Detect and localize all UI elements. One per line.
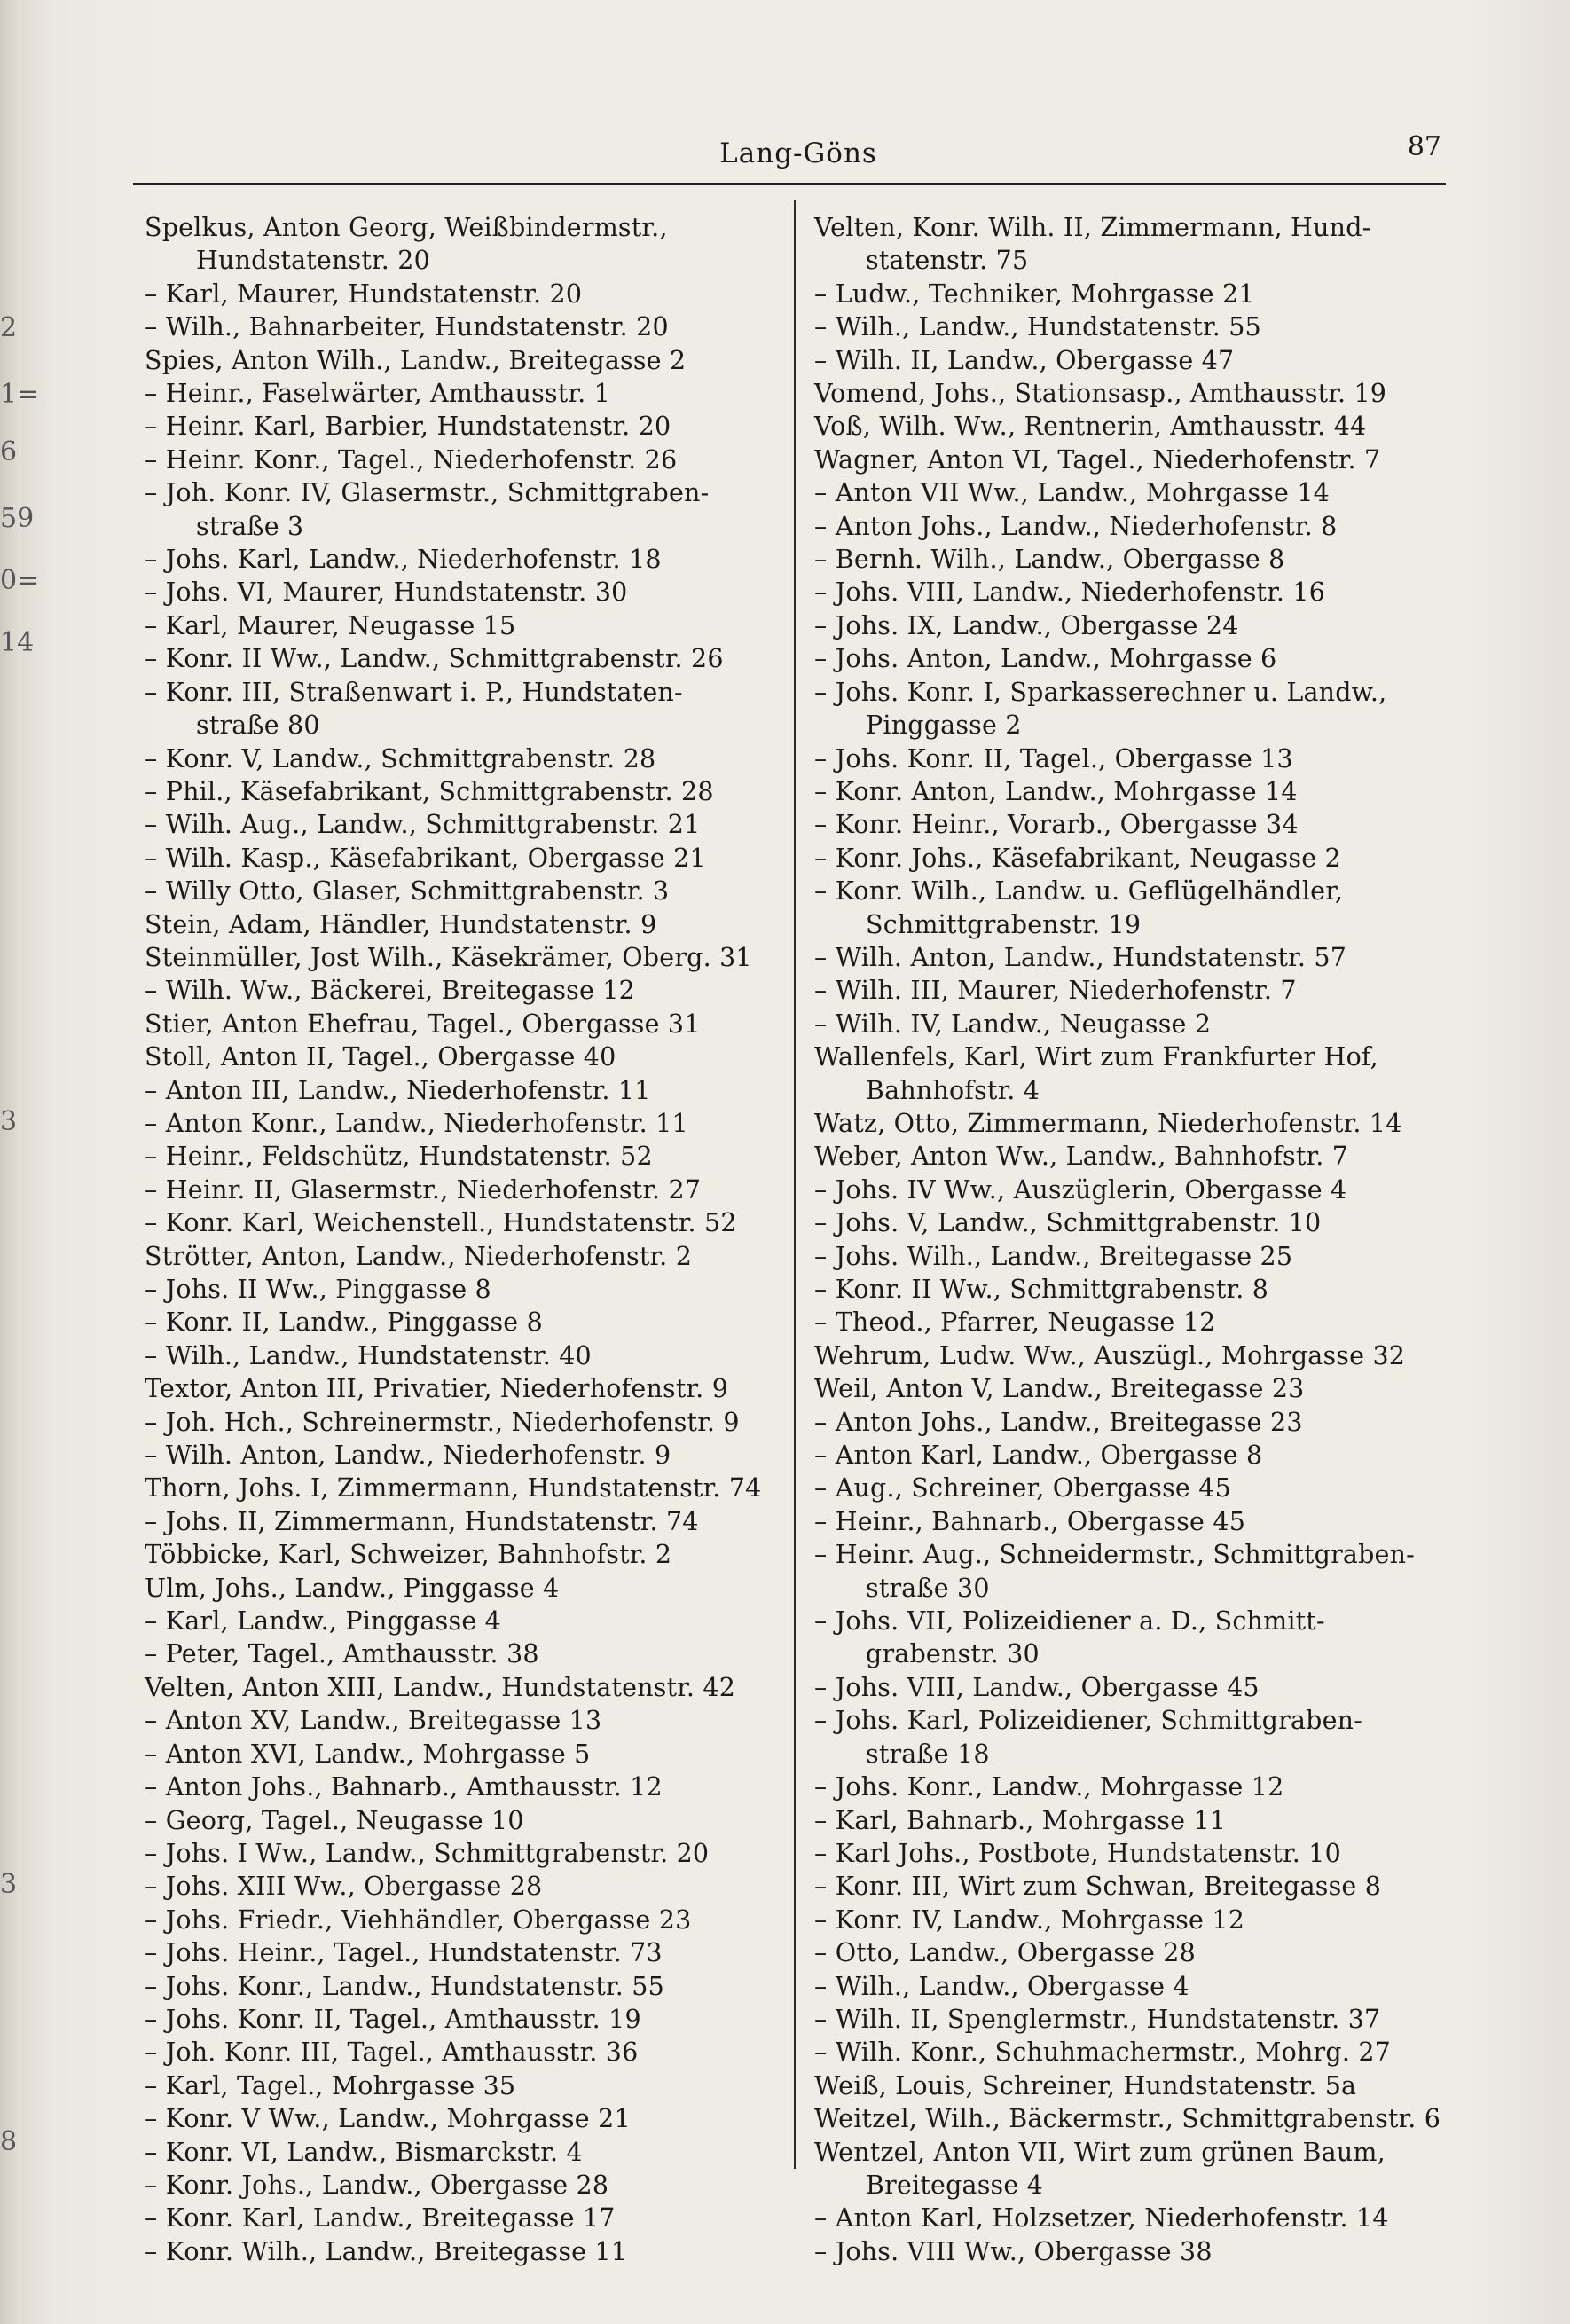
directory-entry-line: – Johs. Heinr., Tagel., Hundstatenstr. 73	[145, 1938, 663, 1968]
directory-entry-line: – Wilh., Landw., Hundstatenstr. 40	[145, 1340, 592, 1370]
page-number: 87	[1407, 131, 1441, 162]
directory-entry-line: Schmittgrabenstr. 19	[866, 909, 1142, 939]
directory-entry-line: Weber, Anton Ww., Landw., Bahnhofstr. 7	[814, 1142, 1349, 1172]
directory-entry-line: – Johs. XIII Ww., Obergasse 28	[145, 1872, 543, 1902]
directory-entry-line: – Konr. III, Straßenwart i. P., Hundstaten-	[145, 677, 683, 707]
directory-entry-line: – Karl, Tagel., Mohrgasse 35	[145, 2070, 516, 2100]
facing-page-character: 14	[0, 627, 35, 658]
directory-entry-line: Weitzel, Wilh., Bäckermstr., Schmittgrabenstr. 6	[814, 2104, 1441, 2134]
directory-entry-line: – Phil., Käsefabrikant, Schmittgrabenstr. 28	[145, 776, 714, 806]
directory-entry-line: – Wilh. IV, Landw., Neugasse 2	[814, 1009, 1212, 1039]
directory-entry-line: Wallenfels, Karl, Wirt zum Frankfurter Hof,	[814, 1042, 1378, 1072]
directory-entry-line: Steinmüller, Jost Wilh., Käsekrämer, Oberg. 31	[145, 942, 752, 972]
directory-entry-line: – Anton Karl, Landw., Obergasse 8	[814, 1441, 1263, 1471]
directory-entry-line: – Konr. IV, Landw., Mohrgasse 12	[814, 1904, 1245, 1935]
directory-entry-line: – Georg, Tagel., Neugasse 10	[145, 1805, 524, 1835]
facing-page-character: 1=	[0, 379, 40, 410]
directory-entry-line: – Willy Otto, Glaser, Schmittgrabenstr. 3	[145, 876, 670, 907]
directory-entry-line: – Konr. II Ww., Schmittgrabenstr. 8	[814, 1275, 1269, 1304]
directory-entry-line: Wehrum, Ludw. Ww., Auszügl., Mohrgasse 32	[814, 1340, 1406, 1370]
directory-entry-line: – Bernh. Wilh., Landw., Obergasse 8	[814, 545, 1285, 575]
directory-entry-line: – Wilh. II, Spenglermstr., Hundstatenstr. 37	[814, 2004, 1381, 2034]
directory-entry-line: – Heinr., Bahnarb., Obergasse 45	[814, 1506, 1246, 1536]
directory-entry-line: Stein, Adam, Händler, Hundstatenstr. 9	[145, 909, 657, 939]
directory-entry-line: Voß, Wilh. Ww., Rentnerin, Amthausstr. 44	[814, 412, 1367, 442]
facing-page-character: 8	[0, 2126, 18, 2157]
directory-entry-line: – Wilh. Ww., Bäckerei, Breitegasse 12	[145, 976, 635, 1006]
directory-entry-line: – Karl, Maurer, Hundstatenstr. 20	[145, 279, 583, 309]
directory-entry-line: straße 30	[866, 1573, 990, 1603]
directory-entry-line: – Konr. Wilh., Landw., Breitegasse 11	[145, 2236, 628, 2266]
directory-entry-line: Velten, Konr. Wilh. II, Zimmermann, Hund-	[814, 213, 1371, 242]
directory-entry-line: – Konr. V, Landw., Schmittgrabenstr. 28	[145, 743, 656, 773]
directory-entry-line: – Wilh., Bahnarbeiter, Hundstatenstr. 20	[145, 312, 669, 342]
directory-entry-line: – Konr. Karl, Landw., Breitegasse 17	[145, 2203, 616, 2234]
directory-entry-line: – Karl Johs., Postbote, Hundstatenstr. 10	[814, 1838, 1341, 1868]
right-column	[814, 211, 1446, 2268]
directory-entry-line: Ulm, Johs., Landw., Pinggasse 4	[145, 1573, 560, 1603]
directory-entry-line: – Konr. II Ww., Landw., Schmittgrabenstr. 26	[145, 644, 724, 674]
running-head: Lang-Göns	[719, 137, 877, 169]
header-rule	[133, 183, 1446, 185]
directory-entry-line: – Anton Johs., Landw., Breitegasse 23	[814, 1407, 1303, 1437]
directory-entry-line: – Konr. Wilh., Landw. u. Geflügelhändler,	[814, 876, 1344, 907]
facing-page-edge	[0, 0, 40, 2324]
directory-entry-line: – Konr. Karl, Weichenstell., Hundstatenstr. 52	[145, 1208, 737, 1238]
directory-entry-line: – Johs. Konr. I, Sparkasserechner u. Landw.,	[814, 677, 1387, 707]
directory-entry-line: grabenstr. 30	[866, 1639, 1040, 1669]
directory-entry-line: Spies, Anton Wilh., Landw., Breitegasse 2	[145, 345, 687, 375]
directory-entry-line: statenstr. 75	[866, 246, 1029, 276]
directory-entry-line: – Wilh. III, Maurer, Niederhofenstr. 7	[814, 976, 1297, 1006]
directory-entry-line: – Peter, Tagel., Amthausstr. 38	[145, 1639, 539, 1669]
directory-entry-line: straße 18	[866, 1739, 990, 1769]
directory-entry-line: – Ludw., Techniker, Mohrgasse 21	[814, 279, 1255, 309]
directory-entry-line: – Johs. I Ww., Landw., Schmittgrabenstr. 20	[145, 1838, 710, 1868]
facing-page-character: 3	[0, 1869, 18, 1900]
facing-page-character: 59	[0, 503, 35, 534]
directory-entry-line: – Heinr. Aug., Schneidermstr., Schmittgraben-	[814, 1540, 1415, 1570]
directory-entry-line: – Konr. VI, Landw., Bismarckstr. 4	[145, 2137, 583, 2167]
directory-entry-line: – Johs. Konr., Landw., Mohrgasse 12	[814, 1772, 1284, 1802]
directory-entry-line: Breitegasse 4	[866, 2170, 1044, 2200]
directory-entry-line: – Johs. II, Zimmermann, Hundstatenstr. 74	[145, 1506, 699, 1536]
directory-entry-line: – Johs. Wilh., Landw., Breitegasse 25	[814, 1241, 1293, 1271]
directory-entry-line: – Konr. V Ww., Landw., Mohrgasse 21	[145, 2104, 631, 2134]
column-divider	[794, 200, 796, 2169]
directory-entry-line: – Johs. VIII, Landw., Obergasse 45	[814, 1672, 1260, 1702]
directory-entry-line: – Johs. Konr., Landw., Hundstatenstr. 55	[145, 1971, 664, 2001]
directory-entry-line: – Johs. Karl, Landw., Niederhofenstr. 18	[145, 545, 662, 575]
directory-entry-line: – Joh. Konr. III, Tagel., Amthausstr. 36	[145, 2037, 639, 2068]
directory-entry-line: – Heinr., Feldschütz, Hundstatenstr. 52	[145, 1142, 653, 1172]
facing-page-character: 0=	[0, 565, 40, 596]
directory-entry-line: Weiß, Louis, Schreiner, Hundstatenstr. 5a	[814, 2070, 1357, 2100]
directory-entry-line: – Karl, Landw., Pinggasse 4	[145, 1606, 501, 1637]
directory-entry-line: – Wilh. Anton, Landw., Niederhofenstr. 9	[145, 1441, 671, 1471]
directory-entry-line: – Anton Konr., Landw., Niederhofenstr. 11	[145, 1108, 688, 1138]
directory-entry-line: – Johs. Konr. II, Tagel., Obergasse 13	[814, 743, 1293, 773]
directory-entry-line: – Johs. V, Landw., Schmittgrabenstr. 10	[814, 1208, 1322, 1238]
directory-entry-line: Velten, Anton XIII, Landw., Hundstatenstr. 42	[145, 1672, 736, 1702]
directory-entry-line: – Aug., Schreiner, Obergasse 45	[814, 1473, 1231, 1504]
directory-entry-line: – Johs. IX, Landw., Obergasse 24	[814, 610, 1239, 640]
directory-entry-line: – Johs. Konr. II, Tagel., Amthausstr. 19	[145, 2004, 641, 2034]
directory-entry-line: – Anton XV, Landw., Breitegasse 13	[145, 1706, 602, 1736]
directory-entry-line: – Anton Karl, Holzsetzer, Niederhofenstr. 14	[814, 2203, 1389, 2234]
directory-entry-line: – Anton VII Ww., Landw., Mohrgasse 14	[814, 478, 1331, 508]
directory-entry-line: Weil, Anton V, Landw., Breitegasse 23	[814, 1374, 1305, 1404]
directory-entry-line: – Wilh. Konr., Schuhmachermstr., Mohrg. 27	[814, 2037, 1392, 2068]
directory-entry-line: – Otto, Landw., Obergasse 28	[814, 1938, 1196, 1968]
directory-entry-line: – Anton Johs., Bahnarb., Amthausstr. 12	[145, 1772, 663, 1802]
facing-page-character: 6	[0, 436, 18, 467]
directory-entry-line: Wagner, Anton VI, Tagel., Niederhofenstr. 7	[814, 444, 1381, 475]
directory-entry-line: – Heinr. II, Glasermstr., Niederhofenstr. 27	[145, 1174, 702, 1205]
directory-entry-line: Pinggasse 2	[866, 711, 1022, 741]
directory-entry-line: – Wilh. II, Landw., Obergasse 47	[814, 345, 1235, 375]
directory-entry-line: Hundstatenstr. 20	[196, 246, 430, 276]
directory-entry-line: – Konr. II, Landw., Pinggasse 8	[145, 1307, 543, 1338]
directory-entry-line: Strötter, Anton, Landw., Niederhofenstr. 2	[145, 1241, 693, 1271]
directory-entry-line: Textor, Anton III, Privatier, Niederhofenstr. 9	[145, 1374, 729, 1404]
directory-entry-line: – Wilh., Landw., Hundstatenstr. 55	[814, 312, 1261, 342]
directory-entry-line: – Konr. Johs., Landw., Obergasse 28	[145, 2170, 609, 2200]
directory-entry-line: Stoll, Anton II, Tagel., Obergasse 40	[145, 1042, 616, 1072]
directory-entry-line: – Wilh., Landw., Obergasse 4	[814, 1971, 1189, 2001]
directory-entry-line: – Konr. III, Wirt zum Schwan, Breitegasse 8	[814, 1872, 1382, 1902]
directory-entry-line: Bahnhofstr. 4	[866, 1075, 1040, 1105]
directory-entry-line: – Theod., Pfarrer, Neugasse 12	[814, 1307, 1216, 1338]
directory-entry-line: Watz, Otto, Zimmermann, Niederhofenstr. 14	[814, 1108, 1402, 1138]
directory-entry-line: – Johs. VI, Maurer, Hundstatenstr. 30	[145, 577, 628, 608]
directory-entry-line: – Johs. VIII Ww., Obergasse 38	[814, 2236, 1213, 2266]
facing-page-character: 2	[0, 312, 18, 343]
directory-entry-line: – Karl, Maurer, Neugasse 15	[145, 610, 516, 640]
directory-entry-line: Többicke, Karl, Schweizer, Bahnhofstr. 2	[145, 1540, 672, 1570]
directory-entry-line: straße 3	[196, 511, 304, 541]
directory-entry-line: – Anton XVI, Landw., Mohrgasse 5	[145, 1739, 591, 1769]
directory-entry-line: – Wilh. Anton, Landw., Hundstatenstr. 57	[814, 942, 1347, 972]
left-column	[145, 211, 783, 2268]
directory-entry-line: – Konr. Anton, Landw., Mohrgasse 14	[814, 776, 1298, 806]
directory-entry-line: straße 80	[196, 711, 320, 741]
directory-entry-line: – Heinr., Faselwärter, Amthausstr. 1	[145, 379, 610, 409]
directory-entry-line: – Wilh. Kasp., Käsefabrikant, Obergasse 21	[145, 843, 706, 873]
directory-entry-line: – Karl, Bahnarb., Mohrgasse 11	[814, 1805, 1227, 1835]
directory-entry-line: Stier, Anton Ehefrau, Tagel., Obergasse 31	[145, 1009, 701, 1039]
directory-entry-line: – Johs. Anton, Landw., Mohrgasse 6	[814, 644, 1277, 674]
directory-entry-line: Spelkus, Anton Georg, Weißbindermstr.,	[145, 213, 668, 242]
directory-entry-line: Vomend, Johs., Stationsasp., Amthausstr. 19	[814, 379, 1387, 409]
directory-entry-line: – Anton III, Landw., Niederhofenstr. 11	[145, 1075, 651, 1105]
directory-entry-line: – Heinr. Karl, Barbier, Hundstatenstr. 20	[145, 412, 671, 442]
directory-entry-line: – Wilh. Aug., Landw., Schmittgrabenstr. 21	[145, 810, 701, 840]
directory-entry-line: – Joh. Hch., Schreinermstr., Niederhofenstr. 9	[145, 1407, 740, 1437]
directory-entry-line: – Anton Johs., Landw., Niederhofenstr. 8	[814, 511, 1338, 541]
facing-page-character: 3	[0, 1106, 18, 1137]
directory-entry-line: – Johs. Friedr., Viehhändler, Obergasse 23	[145, 1904, 692, 1935]
directory-entry-line: – Johs. II Ww., Pinggasse 8	[145, 1275, 491, 1304]
directory-entry-line: – Heinr. Konr., Tagel., Niederhofenstr. 26	[145, 444, 678, 475]
directory-entry-line: – Konr. Johs., Käsefabrikant, Neugasse 2	[814, 843, 1341, 873]
directory-entry-line: – Konr. Heinr., Vorarb., Obergasse 34	[814, 810, 1299, 840]
directory-entry-line: – Johs. VIII, Landw., Niederhofenstr. 16	[814, 577, 1326, 608]
directory-entry-line: Thorn, Johs. I, Zimmermann, Hundstatenstr. 74	[145, 1473, 762, 1504]
directory-entry-line: – Johs. VII, Polizeidiener a. D., Schmitt-	[814, 1606, 1325, 1637]
directory-entry-line: Wentzel, Anton VII, Wirt zum grünen Baum,	[814, 2137, 1386, 2167]
directory-entry-line: – Johs. Karl, Polizeidiener, Schmittgraben-	[814, 1706, 1363, 1736]
directory-entry-line: – Joh. Konr. IV, Glasermstr., Schmittgraben-	[145, 478, 710, 508]
directory-entry-line: – Johs. IV Ww., Auszüglerin, Obergasse 4	[814, 1174, 1347, 1205]
